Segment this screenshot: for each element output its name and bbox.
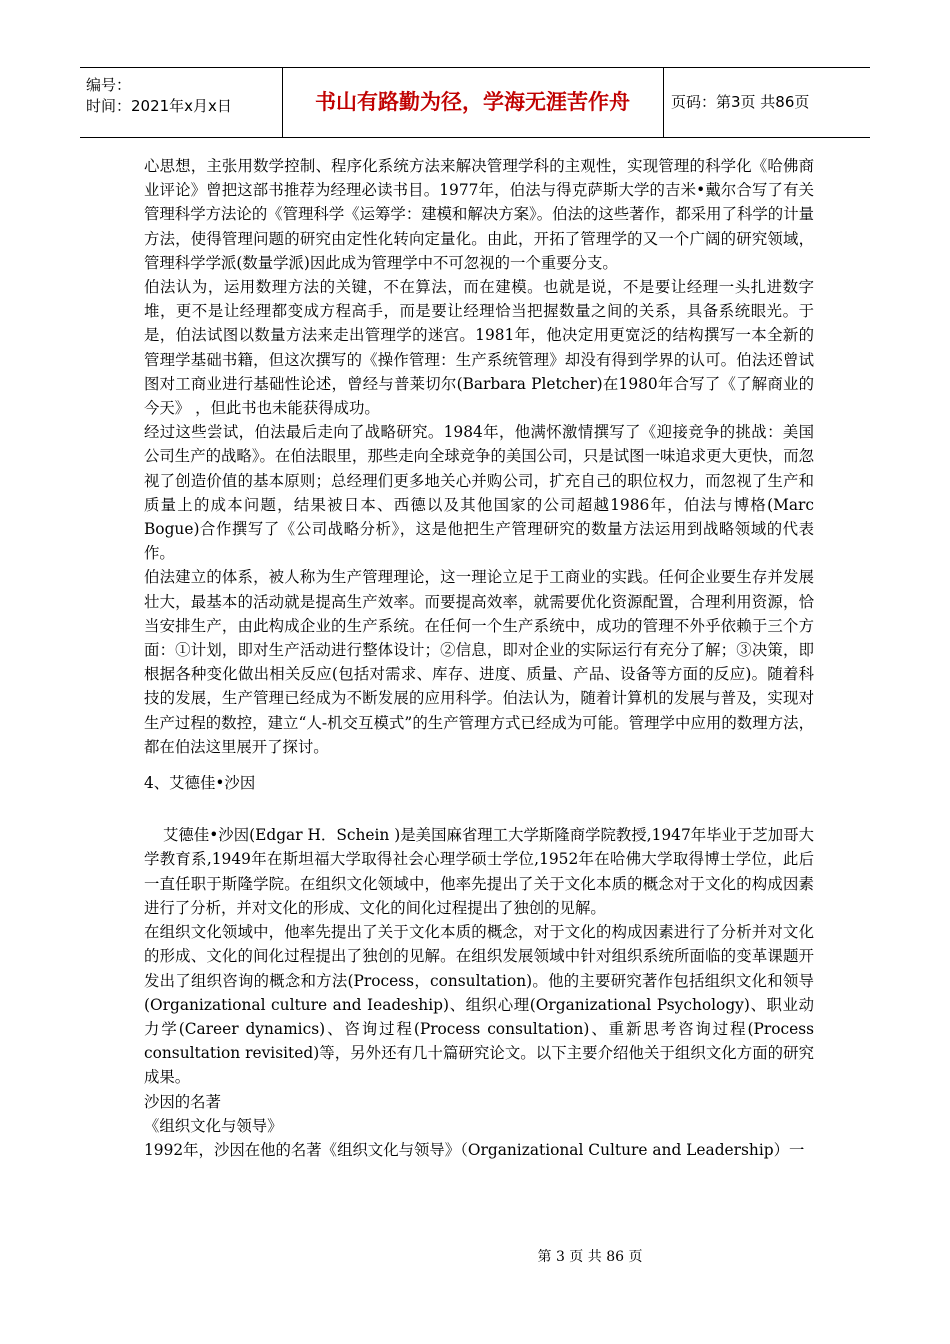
paragraph: 《组织文化与领导》	[144, 1116, 283, 1135]
paragraph: 心思想，主张用数学控制、程序化系统方法来解决管理学科的主观性，实现管理的科学化《哈佛商业评论》曾把这部书推荐为经理必读书目。1977年，伯法与得克萨斯大学的吉米•戴尔合写了有关管理科学方法论的《管理科学《运筹学：建模和解决方案》。伯法的这些著作，都采用了科学的计量方法，使得管理问题的研究由定性化转向定量化。由此，开拓了管理学的又一个广阔的研究领域，管理科学学派(数量学派)因此成为管理学中不可忽视的一个重要分支。	[144, 157, 814, 272]
section-heading: 4、艾德佳•沙因	[144, 774, 256, 793]
paragraph: 艾德佳•沙因(Edgar H．Schein )是美国麻省理工大学斯隆商学院教授,1947年毕业于芝加哥大学教育系,1949年在斯坦福大学取得社会心理学硕士学位,1952年在哈佛大学取得博士学位，此后一直任职于斯隆学院。在组织文化领域中，他率先提出了关于文化本质的概念对于文化的构成因素进行了分析，并对文化的形成、文化的间化过程提出了独创的见解。	[144, 826, 814, 917]
header-meta-cell	[80, 68, 283, 137]
date-label: 时间：2021年x月x日	[86, 97, 232, 115]
paragraph: 伯法建立的体系，被人称为生产管理理论，这一理论立足于工商业的实践。任何企业要生存并发展壮大，最基本的活动就是提高生产效率。而要提高效率，就需要优化资源配置，合理利用资源，恰当安排生产，由此构成企业的生产系统。在任何一个生产系统中，成功的管理不外乎依赖于三个方面：①计划，即对生产活动进行整体设计；②信息，即对企业的实际运行有充分了解；③决策，即根据各种变化做出相关反应(包括对需求、库存、进度、质量、产品、设备等方面的反应)。随着科技的发展，生产管理已经成为不断发展的应用科学。伯法认为，随着计算机的发展与普及，实现对生产过程的数控，建立“人-机交互模式”的生产管理方式已经成为可能。管理学中应用的数理方法，都在伯法这里展开了探讨。	[144, 568, 814, 756]
motto: 书山有路勤为径，学海无涯苦作舟	[282, 68, 664, 137]
document-body	[144, 154, 814, 1162]
page-footer: 第 3 页 共 86 页	[537, 1249, 643, 1265]
page-header	[80, 67, 870, 138]
paragraph: 1992年，沙因在他的名著《组织文化与领导》（Organizational Culture and Leadership）一	[144, 1140, 805, 1159]
paragraph: 沙因的名著	[144, 1092, 221, 1111]
paragraph: 经过这些尝试，伯法最后走向了战略研究。1984年，他满怀激情撰写了《迎接竞争的挑战：美国公司生产的战略》。在伯法眼里，那些走向全球竞争的美国公司，只是试图一味追求更大更快，而忽视了创造价值的基本原则；总经理们更多地关心并购公司，扩充自己的职位权力，而忽视了生产和质量上的成本问题，结果被日本、西德以及其他国家的公司超越1986年，伯法与博格(Marc Bogue)合作撰写了《公司战略分析》，这是他把生产管理研究的数量方法运用到战略领域的代表作。	[144, 423, 814, 563]
paragraph: 在组织文化领域中，他率先提出了关于文化本质的概念，对于文化的构成因素进行了分析并对文化的形成、文化的间化过程提出了独创的见解。在组织发展领域中针对组织系统所面临的变革课题开发出了组织咨询的概念和方法(Process，consultation)。他的主要研究著作包括组织文化和领导(Organizational culture and Ieadeship)、组织心理(Organizational Psychology)、职业动力学(Career dynamics)、咨询过程(Process consultation)、重新思考咨询过程(Process consultation revisited)等，另外还有几十篇研究论文。以下主要介绍他关于组织文化方面的研究成果。	[144, 923, 814, 1087]
paragraph: 伯法认为，运用数理方法的关键，不在算法，而在建模。也就是说，不是要让经理一头扎进数字堆，更不是让经理都变成方程高手，而是要让经理恰当把握数量之间的关系，具备系统眼光。于是，伯法试图以数量方法来走出管理学的迷宫。1981年，他决定用更宽泛的结构撰写一本全新的管理学基础书籍，但这次撰写的《操作管理：生产系统管理》却没有得到学界的认可。伯法还曾试图对工商业进行基础性论述，曾经与普莱切尔(Barbara Pletcher)在1980年合写了《了解商业的今天》 ，但此书也未能获得成功。	[144, 278, 814, 418]
page-info: 页码：第3页 共86页	[671, 93, 810, 111]
number-label: 编号：	[86, 76, 132, 94]
